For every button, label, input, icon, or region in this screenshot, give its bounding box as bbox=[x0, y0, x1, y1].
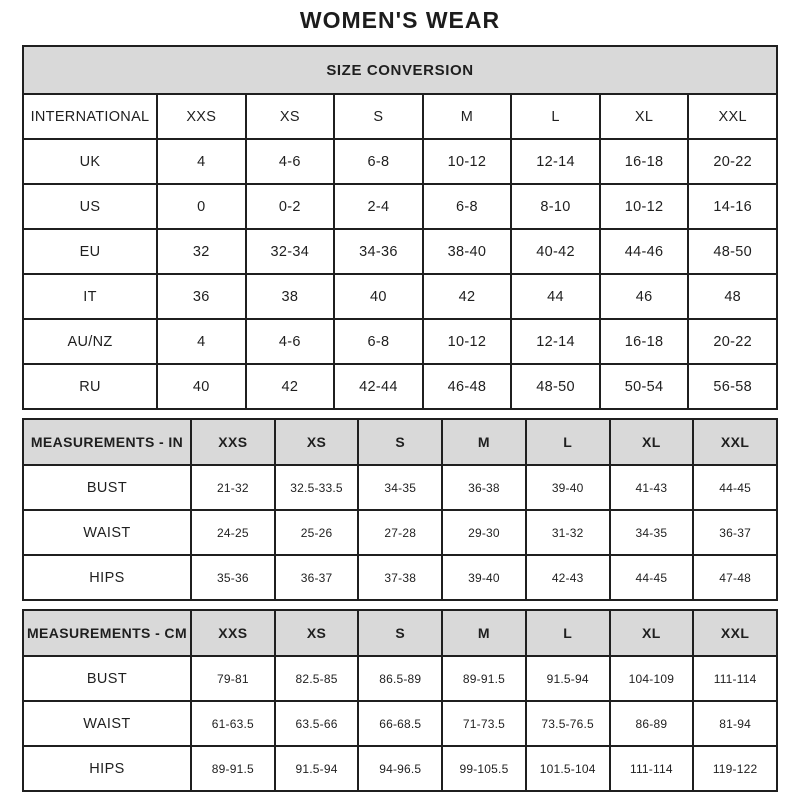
column-header-size: XL bbox=[600, 94, 689, 139]
cell-value: 0-2 bbox=[246, 184, 335, 229]
cell-value: 20-22 bbox=[688, 319, 777, 364]
cell-value: 12-14 bbox=[511, 319, 600, 364]
cell-value: 36-37 bbox=[275, 555, 359, 600]
row-label: HIPS bbox=[23, 746, 191, 791]
column-header-size: L bbox=[526, 610, 610, 656]
measurements-in-body bbox=[23, 419, 777, 600]
column-header-size: XS bbox=[246, 94, 335, 139]
cell-value: 48-50 bbox=[688, 229, 777, 274]
cell-value: 10-12 bbox=[423, 319, 512, 364]
cell-value: 48 bbox=[688, 274, 777, 319]
cell-value: 32-34 bbox=[246, 229, 335, 274]
cell-value: 46-48 bbox=[423, 364, 512, 409]
cell-value: 4-6 bbox=[246, 139, 335, 184]
table-row-bust bbox=[23, 656, 777, 701]
cell-value: 40-42 bbox=[511, 229, 600, 274]
cell-value: 81-94 bbox=[693, 701, 777, 746]
cell-value: 119-122 bbox=[693, 746, 777, 791]
row-label: WAIST bbox=[23, 701, 191, 746]
cell-value: 14-16 bbox=[688, 184, 777, 229]
cell-value: 38 bbox=[246, 274, 335, 319]
size-columns-row bbox=[23, 94, 777, 139]
page-title: WOMEN'S WEAR bbox=[299, 7, 501, 33]
cell-value: 4 bbox=[157, 139, 246, 184]
cell-value: 36-37 bbox=[693, 510, 777, 555]
measurements-cm-table bbox=[22, 609, 778, 792]
column-header-size: L bbox=[526, 419, 610, 465]
column-header-size: XXS bbox=[157, 94, 246, 139]
cell-value: 39-40 bbox=[442, 555, 526, 600]
cell-value: 34-35 bbox=[610, 510, 694, 555]
cell-value: 50-54 bbox=[600, 364, 689, 409]
table-row-us bbox=[23, 184, 777, 229]
cell-value: 34-35 bbox=[358, 465, 442, 510]
cell-value: 86.5-89 bbox=[358, 656, 442, 701]
size-conversion-header-row bbox=[23, 46, 777, 94]
tables-wrap bbox=[22, 45, 778, 792]
column-header-size: XXL bbox=[693, 610, 777, 656]
cell-value: 25-26 bbox=[275, 510, 359, 555]
cell-value: 16-18 bbox=[600, 139, 689, 184]
cell-value: 20-22 bbox=[688, 139, 777, 184]
cell-value: 40 bbox=[157, 364, 246, 409]
row-label: WAIST bbox=[23, 510, 191, 555]
cell-value: 47-48 bbox=[693, 555, 777, 600]
row-label: EU bbox=[23, 229, 157, 274]
table-title: MEASUREMENTS - CM bbox=[23, 610, 191, 656]
cell-value: 10-12 bbox=[600, 184, 689, 229]
table-row-uk bbox=[23, 139, 777, 184]
table-title: MEASUREMENTS - IN bbox=[23, 419, 191, 465]
cell-value: 29-30 bbox=[442, 510, 526, 555]
cell-value: 16-18 bbox=[600, 319, 689, 364]
column-header-size: XS bbox=[275, 610, 359, 656]
row-label: HIPS bbox=[23, 555, 191, 600]
cell-value: 79-81 bbox=[191, 656, 275, 701]
column-header-international: INTERNATIONAL bbox=[23, 94, 157, 139]
cell-value: 42-44 bbox=[334, 364, 423, 409]
cell-value: 42 bbox=[246, 364, 335, 409]
cell-value: 4-6 bbox=[246, 319, 335, 364]
cell-value: 8-10 bbox=[511, 184, 600, 229]
cell-value: 44-45 bbox=[693, 465, 777, 510]
cell-value: 2-4 bbox=[334, 184, 423, 229]
cell-value: 6-8 bbox=[334, 139, 423, 184]
cell-value: 111-114 bbox=[610, 746, 694, 791]
cell-value: 48-50 bbox=[511, 364, 600, 409]
cell-value: 56-58 bbox=[688, 364, 777, 409]
column-header-size: S bbox=[358, 610, 442, 656]
cell-value: 12-14 bbox=[511, 139, 600, 184]
cell-value: 32 bbox=[157, 229, 246, 274]
row-label: US bbox=[23, 184, 157, 229]
cell-value: 73.5-76.5 bbox=[526, 701, 610, 746]
cell-value: 101.5-104 bbox=[526, 746, 610, 791]
measurements-cm-body bbox=[23, 610, 777, 791]
cell-value: 66-68.5 bbox=[358, 701, 442, 746]
size-conversion-title: SIZE CONVERSION bbox=[23, 46, 777, 94]
row-label: AU/NZ bbox=[23, 319, 157, 364]
cell-value: 4 bbox=[157, 319, 246, 364]
column-header-size: M bbox=[442, 610, 526, 656]
table-row-waist bbox=[23, 701, 777, 746]
column-header-size: S bbox=[334, 94, 423, 139]
cell-value: 42-43 bbox=[526, 555, 610, 600]
column-header-size: L bbox=[511, 94, 600, 139]
column-header-size: XXL bbox=[693, 419, 777, 465]
table-row-aunz bbox=[23, 319, 777, 364]
cell-value: 63.5-66 bbox=[275, 701, 359, 746]
cell-value: 38-40 bbox=[423, 229, 512, 274]
table-row-hips bbox=[23, 746, 777, 791]
column-header-size: S bbox=[358, 419, 442, 465]
cell-value: 0 bbox=[157, 184, 246, 229]
row-label: RU bbox=[23, 364, 157, 409]
cell-value: 44 bbox=[511, 274, 600, 319]
cell-value: 32.5-33.5 bbox=[275, 465, 359, 510]
cell-value: 89-91.5 bbox=[191, 746, 275, 791]
cell-value: 6-8 bbox=[334, 319, 423, 364]
size-conversion-table bbox=[22, 45, 778, 410]
cell-value: 91.5-94 bbox=[275, 746, 359, 791]
cell-value: 31-32 bbox=[526, 510, 610, 555]
column-header-size: XXS bbox=[191, 610, 275, 656]
cell-value: 71-73.5 bbox=[442, 701, 526, 746]
cell-value: 61-63.5 bbox=[191, 701, 275, 746]
cell-value: 41-43 bbox=[610, 465, 694, 510]
cell-value: 44-45 bbox=[610, 555, 694, 600]
column-header-size: XXL bbox=[688, 94, 777, 139]
measurements-in-table bbox=[22, 418, 778, 601]
cell-value: 94-96.5 bbox=[358, 746, 442, 791]
cell-value: 44-46 bbox=[600, 229, 689, 274]
cell-value: 89-91.5 bbox=[442, 656, 526, 701]
row-label: UK bbox=[23, 139, 157, 184]
cell-value: 40 bbox=[334, 274, 423, 319]
cell-value: 24-25 bbox=[191, 510, 275, 555]
table-row-waist bbox=[23, 510, 777, 555]
cell-value: 21-32 bbox=[191, 465, 275, 510]
row-label: BUST bbox=[23, 656, 191, 701]
table-row-ru bbox=[23, 364, 777, 409]
column-header-size: XXS bbox=[191, 419, 275, 465]
row-label: BUST bbox=[23, 465, 191, 510]
table-row-eu bbox=[23, 229, 777, 274]
cell-value: 34-36 bbox=[334, 229, 423, 274]
size-conversion-body bbox=[23, 94, 777, 409]
cell-value: 42 bbox=[423, 274, 512, 319]
table-row-bust bbox=[23, 465, 777, 510]
column-header-size: XL bbox=[610, 419, 694, 465]
measurements-in-header-row bbox=[23, 419, 777, 465]
cell-value: 6-8 bbox=[423, 184, 512, 229]
cell-value: 111-114 bbox=[693, 656, 777, 701]
measurements-cm-header-row bbox=[23, 610, 777, 656]
cell-value: 36 bbox=[157, 274, 246, 319]
cell-value: 82.5-85 bbox=[275, 656, 359, 701]
cell-value: 10-12 bbox=[423, 139, 512, 184]
cell-value: 39-40 bbox=[526, 465, 610, 510]
column-header-size: M bbox=[442, 419, 526, 465]
table-row-it bbox=[23, 274, 777, 319]
cell-value: 86-89 bbox=[610, 701, 694, 746]
cell-value: 35-36 bbox=[191, 555, 275, 600]
cell-value: 36-38 bbox=[442, 465, 526, 510]
cell-value: 104-109 bbox=[610, 656, 694, 701]
column-header-size: XS bbox=[275, 419, 359, 465]
cell-value: 46 bbox=[600, 274, 689, 319]
row-label: IT bbox=[23, 274, 157, 319]
cell-value: 91.5-94 bbox=[526, 656, 610, 701]
column-header-size: M bbox=[423, 94, 512, 139]
cell-value: 99-105.5 bbox=[442, 746, 526, 791]
cell-value: 27-28 bbox=[358, 510, 442, 555]
table-row-hips bbox=[23, 555, 777, 600]
cell-value: 37-38 bbox=[358, 555, 442, 600]
column-header-size: XL bbox=[610, 610, 694, 656]
